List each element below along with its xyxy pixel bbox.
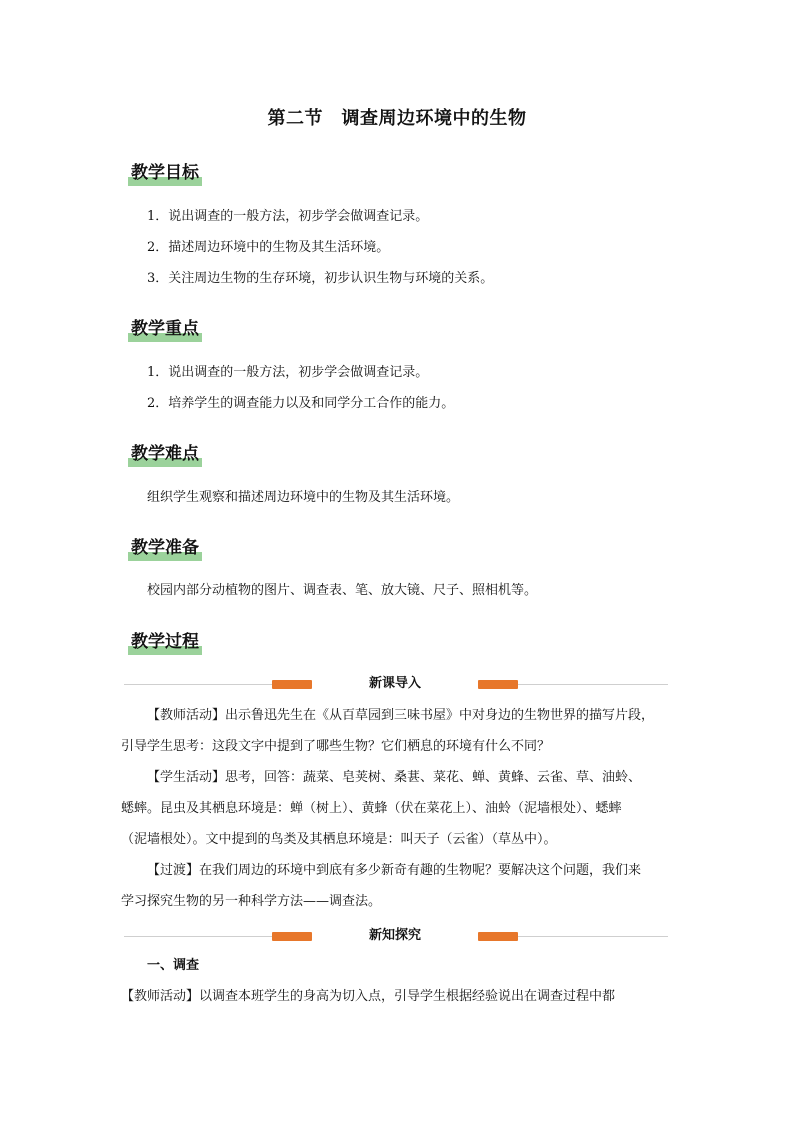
divider-rule-left	[124, 684, 272, 685]
objective-item-3: 3．关注周边生物的生存环境，初步认识生物与环境的关系。	[147, 271, 494, 286]
divider-bar-right	[478, 680, 518, 689]
divider-new-knowledge	[124, 930, 668, 942]
objective-item-1: 1．说出调查的一般方法，初步学会做调查记录。	[147, 209, 429, 224]
intro-line-4: 蟋蟀。昆虫及其栖息环境是：蝉（树上）、黄蜂（伏在菜花上）、油蛉（泥墙根处）、蟋蟀	[121, 801, 622, 816]
preparation-text: 校园内部分动植物的图片、调查表、笔、放大镜、尺子、照相机等。	[147, 583, 538, 598]
explore-subheading: 一、调查	[147, 958, 200, 973]
divider-bar-right	[478, 932, 518, 941]
objective-item-2: 2．描述周边环境中的生物及其生活环境。	[147, 240, 390, 255]
intro-line-2: 引导学生思考：这段文字中提到了哪些生物？它们栖息的环境有什么不同？	[121, 739, 551, 754]
explore-line-1: 【教师活动】以调查本班学生的身高为切入点，引导学生根据经验说出在调查过程中都	[121, 989, 616, 1004]
intro-line-7: 学习探究生物的另一种科学方法——调查法。	[121, 894, 382, 909]
difficulties-text: 组织学生观察和描述周边环境中的生物及其生活环境。	[147, 490, 460, 505]
divider-rule-left	[124, 936, 272, 937]
intro-line-6: 【过渡】在我们周边的环境中到底有多少新奇有趣的生物呢？要解决这个问题，我们来	[147, 863, 642, 878]
section-heading-key-points: 教学重点	[128, 318, 202, 342]
divider-rule-right	[518, 936, 668, 937]
section-heading-process: 教学过程	[128, 631, 202, 655]
intro-line-5: （泥墙根处）。文中提到的鸟类及其栖息环境是：叫天子（云雀）（草丛中）。	[121, 832, 557, 847]
divider-bar-left	[272, 680, 312, 689]
divider-bar-left	[272, 932, 312, 941]
intro-line-1: 【教师活动】出示鲁迅先生在《从百草园到三味书屋》中对身边的生物世界的描写片段，	[147, 708, 655, 723]
key-point-item-1: 1．说出调查的一般方法，初步学会做调查记录。	[147, 365, 429, 380]
section-heading-difficulties: 教学难点	[128, 443, 202, 467]
divider-rule-right	[518, 684, 668, 685]
intro-line-3: 【学生活动】思考，回答：蔬菜、皂荚树、桑葚、菜花、蝉、黄蜂、云雀、草、油蛉、	[147, 770, 642, 785]
section-heading-preparation: 教学准备	[128, 537, 202, 561]
divider-label: 新课导入	[368, 676, 421, 691]
key-point-item-2: 2．培养学生的调查能力以及和同学分工合作的能力。	[147, 396, 455, 411]
divider-label: 新知探究	[368, 928, 421, 943]
page-title: 第二节 调查周边环境中的生物	[267, 108, 527, 129]
divider-new-lesson-intro	[124, 678, 668, 690]
section-heading-objectives: 教学目标	[128, 162, 202, 186]
